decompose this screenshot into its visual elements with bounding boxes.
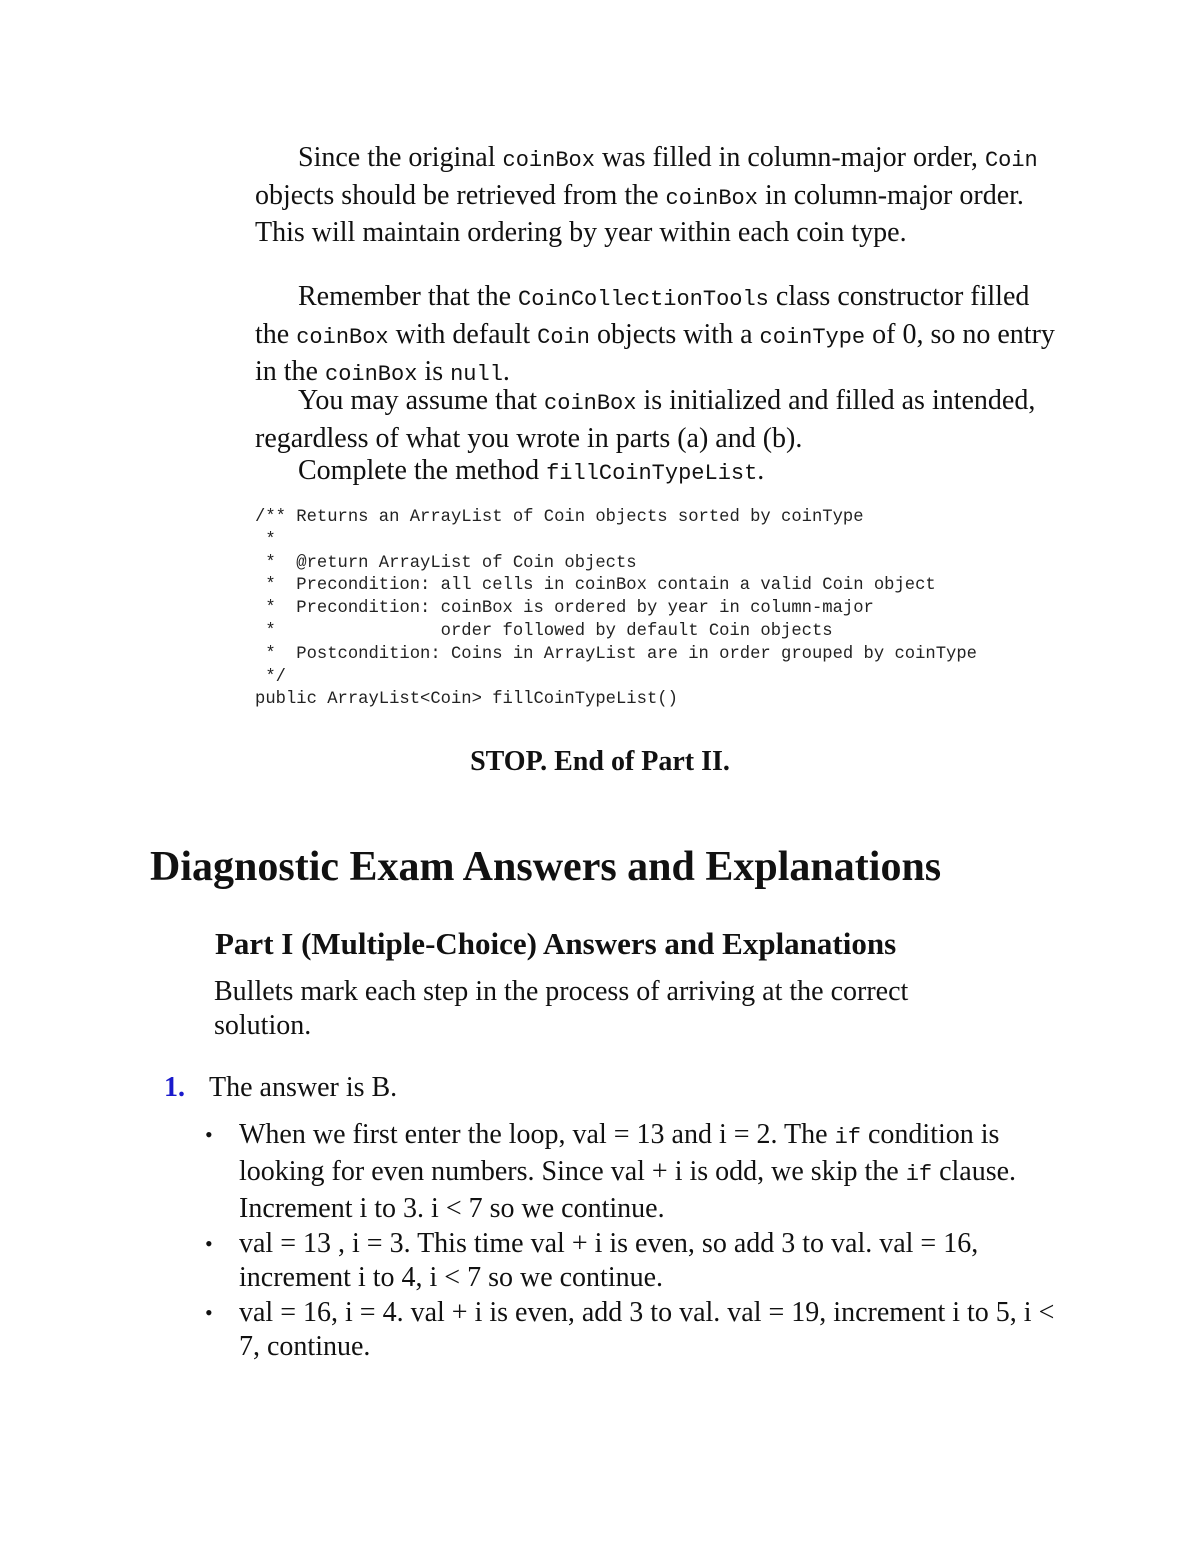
- list-item: • val = 13 , i = 3. This time val + i is even, so add 3 to val. val = 16, increment i to 4, i < 7 so we continue.: [205, 1228, 979, 1293]
- code-coinbox: coinBox: [296, 324, 389, 350]
- explanation-list: [205, 1118, 1065, 1365]
- code-coin: Coin: [537, 324, 590, 350]
- bullet-icon: •: [205, 1300, 213, 1325]
- code-if: if: [834, 1125, 861, 1150]
- code-block: [255, 507, 1135, 712]
- code-line: /** Returns an ArrayList of Coin objects sorted by coinType: [255, 508, 864, 527]
- section-heading: Part I (Multiple-Choice) Answers and Explanations: [215, 926, 897, 961]
- code-line: public ArrayList<Coin> fillCoinTypeList(): [255, 690, 678, 710]
- code-coin: Coin: [984, 148, 1038, 173]
- question-number: 1.: [164, 1072, 185, 1103]
- bullet-icon: •: [205, 1231, 213, 1256]
- code-coincollectiontools: CoinCollectionTools: [518, 287, 769, 312]
- code-null: null: [450, 362, 503, 387]
- page-title: Diagnostic Exam Answers and Explanations: [150, 844, 942, 890]
- paragraph-assume: You may assume that coinBox is initialized and filled as intended, regardless of what you wrote in parts (a) and (b).: [255, 385, 1036, 454]
- question-answer: The answer is B.: [209, 1072, 398, 1103]
- list-item: • When we first enter the loop, val = 13 and i = 2. The if condition is looking for even numbers. Since val + i is odd, we skip the if clause. Increment i to 3. i < 7 so we continue.: [205, 1119, 1017, 1224]
- paragraph-column-major: Since the original coinBox was filled in column-major order, Coin objects should be retrieved from the coinBox in column-major order. This will maintain ordering by year within each coin type.: [255, 142, 1038, 248]
- code-coinbox: coinBox: [325, 362, 418, 387]
- code-method-name: fillCoinTypeList: [546, 461, 758, 486]
- code-coinbox: coinBox: [502, 148, 595, 173]
- list-item: • val = 16, i = 4. val + i is even, add 3 to val. val = 19, increment i to 5, i < 7, continue.: [205, 1297, 1055, 1362]
- paragraph-constructor: Remember that the CoinCollectionTools class constructor filled the coinBox with default Coin objects with a coinType of 0, so no entry in the coinBox is null.: [255, 281, 1055, 387]
- intro-text: Bullets mark each step in the process of arriving at the correct solution.: [214, 976, 909, 1041]
- code-coinbox: coinBox: [665, 185, 758, 211]
- code-line: * Precondition: coinBox is ordered by year in column-major: [255, 599, 874, 619]
- code-line: * order followed by default Coin objects: [255, 621, 833, 641]
- code-line: * @return ArrayList of Coin objects: [255, 553, 637, 573]
- bullet-icon: •: [205, 1122, 213, 1147]
- code-if: if: [905, 1162, 933, 1187]
- stop-notice: STOP. End of Part II.: [470, 746, 730, 777]
- code-line: */: [255, 667, 286, 687]
- code-line: *: [255, 530, 276, 550]
- code-coinbox: coinBox: [544, 391, 637, 416]
- code-line: * Postcondition: Coins in ArrayList are in order grouped by coinType: [255, 644, 977, 664]
- code-line: * Precondition: all cells in coinBox contain a valid Coin object: [255, 576, 936, 596]
- paragraph-complete-method: Complete the method fillCoinTypeList.: [298, 455, 765, 486]
- code-cointype: coinType: [759, 324, 866, 350]
